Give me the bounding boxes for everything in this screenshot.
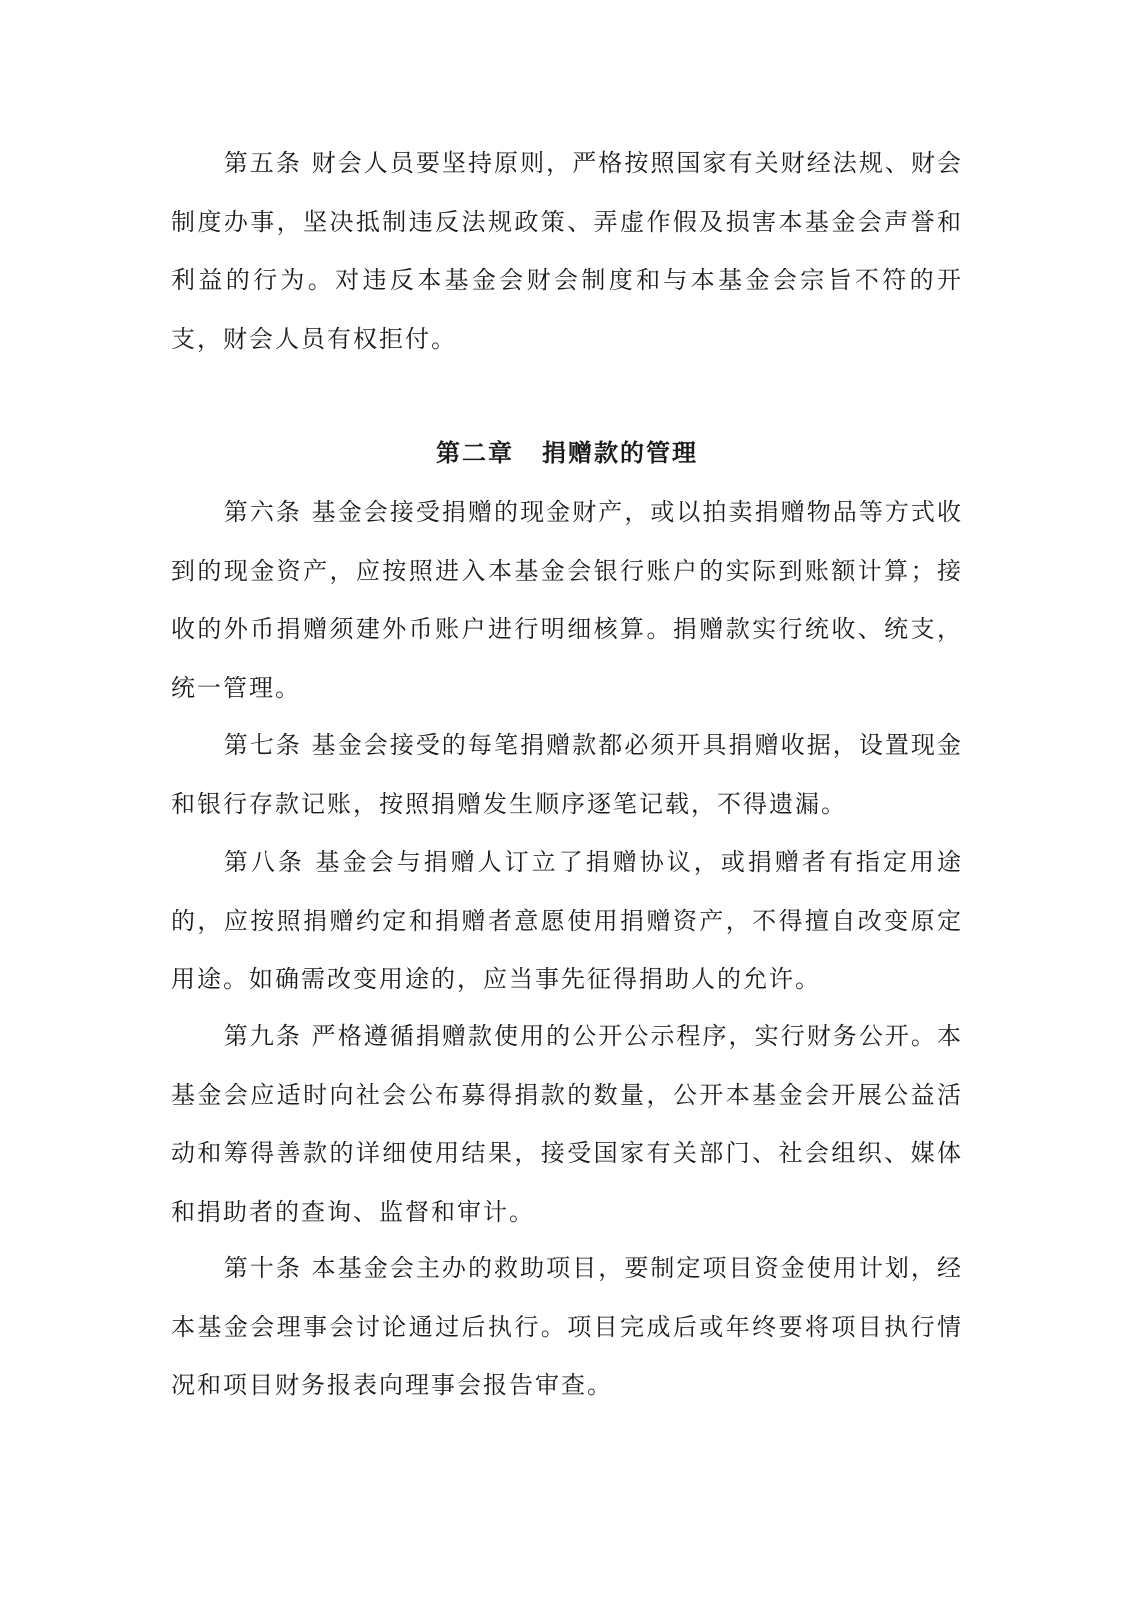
article-5: 第五条 财会人员要坚持原则，严格按照国家有关财经法规、财会制度办事，坚决抵制违反法规政策、弄虚作假及损害本基金会声誉和利益的行为。对违反本基金会财会制度和与本基金会宗旨不符的开支，财会人员有权拒付。 [171,149,963,353]
article-8: 第八条 基金会与捐赠人订立了捐赠协议，或捐赠者有指定用途的，应按照捐赠约定和捐赠者意愿使用捐赠资产，不得擅自改变原定用途。如确需改变用途的，应当事先征得捐助人的允许。 [171,848,963,993]
chapter-number: 第二章 [436,438,514,467]
article-6: 第六条 基金会接受捐赠的现金财产，或以拍卖捐赠物品等方式收到的现金资产，应按照进入本基金会银行账户的实际到账额计算；接收的外币捐赠须建外币账户进行明细核算。捐赠款实行统收、统支，统一管理。 [171,498,963,702]
article-9: 第九条 严格遵循捐赠款使用的公开公示程序，实行财务公开。本基金会应适时向社会公布募得捐款的数量，公开本基金会开展公益活动和筹得善款的详细使用结果，接受国家有关部门、社会组织、媒体和捐助者的查询、监督和审计。 [171,1022,963,1226]
article-7: 第七条 基金会接受的每笔捐赠款都必须开具捐赠收据，设置现金和银行存款记账，按照捐赠发生顺序逐笔记载，不得遗漏。 [171,731,963,818]
chapter-heading [171,433,963,473]
chapter-title: 捐赠款的管理 [542,438,698,467]
article-10: 第十条 本基金会主办的救助项目，要制定项目资金使用计划，经本基金会理事会讨论通过后执行。项目完成后或年终要将项目执行情况和项目财务报表向理事会报告审查。 [171,1254,963,1399]
